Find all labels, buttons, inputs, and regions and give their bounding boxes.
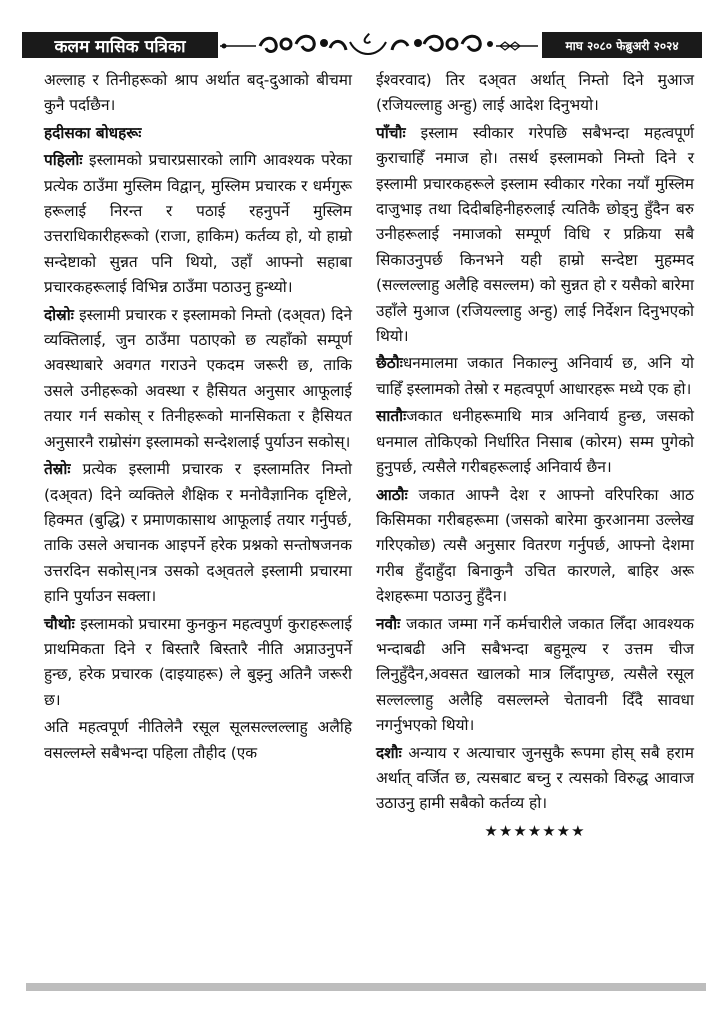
paragraph (376, 741, 694, 817)
paragraph-lead: सातौः (376, 407, 407, 426)
paragraph-text: इस्लामको प्रचारमा कुनकुन महत्वपुर्ण कुराहरूलाई प्राथमिकता दिने र बिस्तारै बिस्तारै नीति अप्नाउनुपर्ने हुन्छ, हरेक प्रचारक (दाइयाहरू) ले बुझ्नु अतिनै जरूरी छ। (44, 614, 352, 709)
paragraph (376, 68, 694, 119)
paragraph (44, 715, 352, 766)
paragraph-lead: दशौः (376, 743, 402, 762)
paragraph-lead: चौथोः (44, 614, 75, 633)
paragraph-lead: तेस्रोः (44, 460, 71, 479)
paragraph (376, 612, 694, 739)
right-column (376, 68, 694, 948)
paragraph-text: अन्याय र अत्याचार जुनसुकै रूपमा होस्‌ सबै हराम अर्थात्‌ वर्जित छ, त्यसबाट बच्नु र त्यसको विरुद्ध आवाज उठाउनु हामी सबैको कर्तव्य हो। (376, 743, 694, 813)
paragraph-lead: आठौः (376, 485, 408, 504)
paragraph-lead: पहिलोः (44, 151, 83, 170)
paragraph (44, 303, 352, 455)
page-number: ८ (362, 29, 372, 49)
magazine-title: कलम मासिक पत्रिका (22, 32, 218, 58)
paragraph-lead: पाँचौः (376, 123, 406, 142)
paragraph-text: जकात आफ्नै देश र आफ्नो वरिपरिका आठ किसिमका गरीबहरूमा (जसको बारेमा कुरआनमा उल्लेख गरिएकोछ) त्यसै अनुसार वितरण गर्नुपर्छ, आफ्नो देशमा गरीब हुँदाहुँदा बिनाकुनै उचित कारणले, बाहिर अरू देशहरूमा पठाउनु हुँदैन। (376, 485, 694, 606)
paragraph-text: धनमालमा जकात निकाल्नु अनिवार्य छ, अनि यो चाहिँ इस्लामको तेस्रो र महत्वपूर्ण आधारहरू मध्ये एक हो। (376, 354, 694, 398)
paragraph-text: इस्लामी प्रचारक र इस्लामको निम्तो (दअ्वत) दिने व्यक्तिलाई, जुन ठाउँमा पठाएको छ त्यहाँको सम्पूर्ण अवस्थाबारे अवगत गराउने एकदम जरूरी छ, ताकि उसले उनीहरूको अवस्था र हैसियत अनुसार आफूलाई तयार गर्न सकोस्‌ र तिनीहरूको मानसिकता र हैसियत अनुसारनै राम्रोसंग इस्लामको सन्देशलाई पुर्याउन सकोस्‌। (44, 305, 352, 451)
paragraph-lead: नवौः (376, 614, 401, 633)
paragraph (44, 612, 352, 714)
paragraph (44, 121, 352, 146)
page-number-bracket-icon (348, 28, 388, 60)
paragraph-text: अल्लाह र तिनीहरूको श्राप अर्थात बद्‌-दुआको बीचमा कुनै पर्दाछैन। (44, 71, 352, 115)
paragraph-text: अति महत्वपूर्ण नीतिलेनै रसूल सूलसल्लल्लाहु अलैहि वसल्लम्ले सबैभन्दा पहिला तौहीद (एक (44, 718, 352, 762)
page-header (22, 28, 702, 60)
paragraph (376, 404, 694, 480)
paragraph-lead: हदीसका बोधहरूः (44, 123, 142, 142)
article-body (44, 68, 694, 948)
end-mark-stars: ★★★★★★★ (484, 821, 586, 840)
paragraph (44, 68, 352, 119)
footer-bar (26, 983, 706, 991)
paragraph (44, 457, 352, 609)
paragraph (44, 148, 352, 300)
paragraph-text: प्रत्येक इस्लामी प्रचारक र इस्लामतिर निम्तो (दअ्वत) दिने व्यक्तिले शैक्षिक र मनोवैज्ञानिक दृष्टिले, हिक्मत (बुद्धि) र प्रमाणकासाथ आफूलाई तयार गर्नुपर्छ, ताकि उसले अचानक आइपर्ने हरेक प्रश्नको सन्तोषजनक उत्तरदिन सकोस्‌।नत्र उसको दअ्वतले इस्लामी प्रचारमा हानि पुर्याउन सक्ला। (44, 460, 352, 606)
left-column (44, 68, 352, 948)
ornament-right-icon (388, 28, 542, 60)
paragraph-text: जकात जम्मा गर्ने कर्मचारीले जकात लिँदा आवश्यक भन्दाबढी अनि सबैभन्दा बहुमूल्य र उत्तम चीज लिनुहुँदैन,अवसत खालको मात्र लिँदापुग्छ, त्यसैले रसूल सल्लल्लाहु अलैहि वसल्लम्ले चेतावनी दिँदै सावधा नगर्नुभएको थियो। (376, 614, 694, 735)
issue-date: माघ २०८० फेब्रुअरी २०२४ (542, 32, 702, 58)
paragraph (376, 121, 694, 350)
paragraph-text: इस्लामको प्रचारप्रसारको लागि आवश्यक परेका प्रत्येक ठाउँमा मुस्लिम विद्वान्‌, मुस्लिम प्रचारक र धर्मगुरू हरूलाई निरन्त र पठाई रहनुपर्ने मुस्लिम उत्तराधिकारीहरूको (राजा, हाकिम) कर्तव्य हो, यो हाम्रो सन्देष्टाको सुन्नत पनि थियो, उहाँ आफ्नो सहाबा प्रचारकहरूलाई विभिन्न ठाउँमा पठाउनु हुन्थ्यो। (44, 151, 352, 297)
paragraph-lead: छैठौः (376, 354, 403, 373)
paragraph-text: जकात धनीहरूमाथि मात्र अनिवार्य हुन्छ, जसको धनमाल तोकिएको निर्धारित निसाब (कोरम) सम्म पुगेको हुनुपर्छ, त्यसैले गरीबहरूलाई अनिवार्य छैन। (376, 407, 694, 477)
paragraph-text: ईश्वरवाद) तिर दअ्वत अर्थात्‌ निम्तो दिने मुआज (रजियल्लाहु अन्हु) लाई आदेश दिनुभयो। (376, 71, 694, 115)
ornament-left-icon (220, 28, 348, 60)
paragraph-text: इस्लाम स्वीकार गरेपछि सबैभन्दा महत्वपूर्ण कुराचाहिँ नमाज हो। तसर्थ इस्लामको निम्तो दिने र इस्लामी प्रचारकहरूले इस्लाम स्वीकार गरेका नयाँ मुस्लिम दाजुभाइ तथा दिदीबहिनीहरुलाई त्यतिकै छोड्नु हुँदैन बरु उनीहरूलाई नमाजको सम्पूर्ण विधि र प्रक्रिया सबै सिकाउनुपर्छ किनभने यही हाम्रो सन्देष्टा मुहम्मद (सल्लल्लाहु अलैहि वसल्लम) को सुन्नत हो र यसैको बारेमा उहाँले मुआज (रजियल्लाहु अन्हु) लाई निर्देशन दिनुभएको थियो। (376, 123, 694, 346)
paragraph (376, 351, 694, 402)
paragraph (376, 483, 694, 610)
paragraph-lead: दोस्रोः (44, 305, 74, 324)
